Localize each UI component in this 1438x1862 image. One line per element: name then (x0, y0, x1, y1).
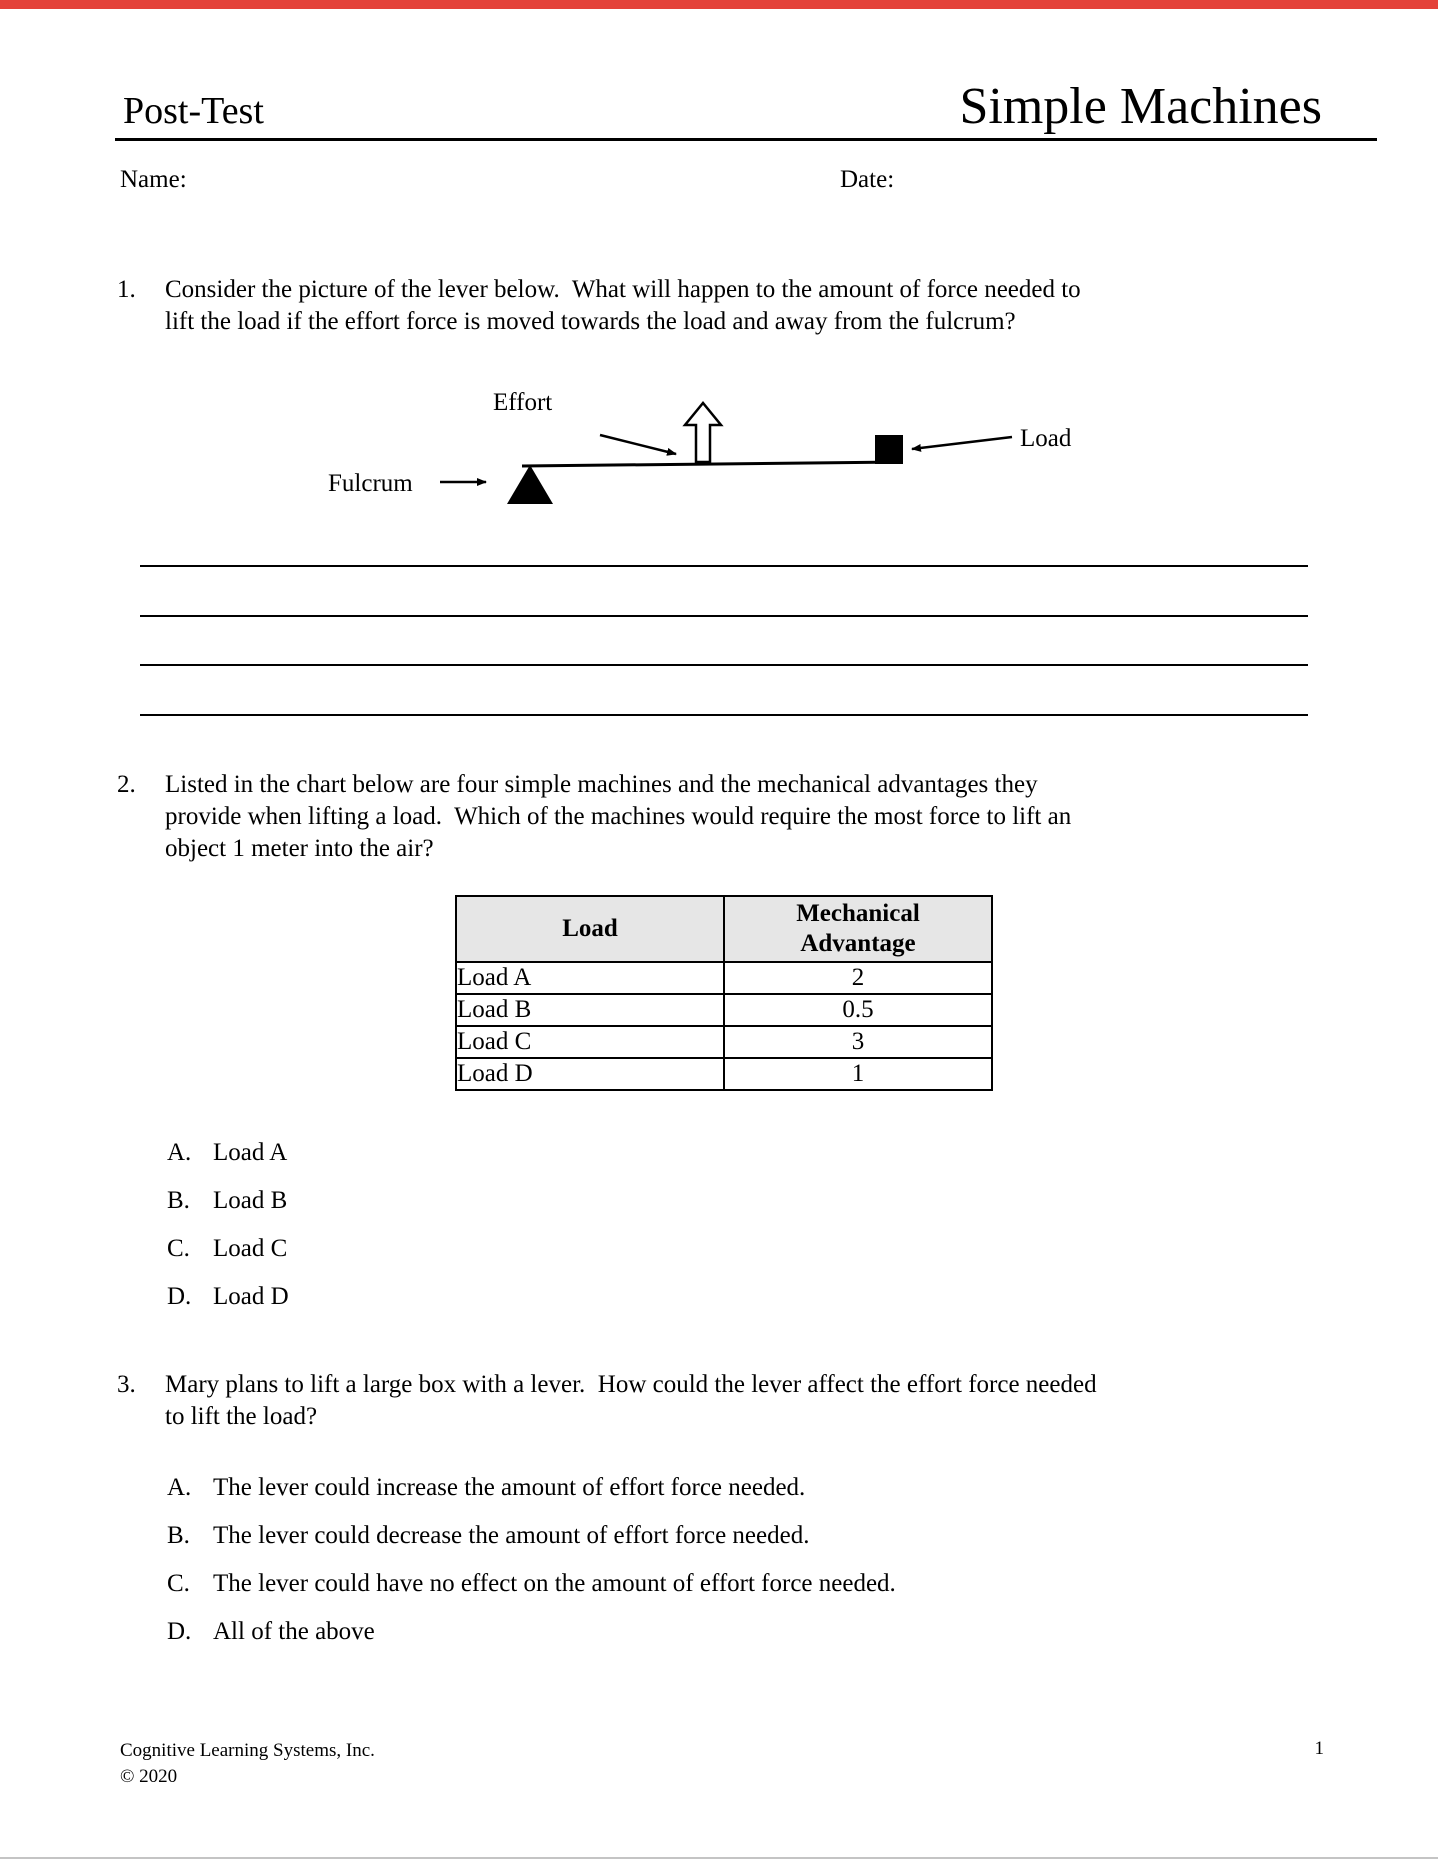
question-2 (117, 769, 1105, 865)
choice-q2-c (167, 1235, 289, 1263)
choice-letter: A. (167, 1139, 192, 1166)
bottom-page-divider (0, 1857, 1438, 1859)
question-3-number: 3. (117, 1371, 136, 1398)
fulcrum-label: Fulcrum (328, 470, 413, 497)
footer-copyright: © 2020 (120, 1766, 178, 1787)
choice-text: Load D (213, 1283, 289, 1310)
question-2-number: 2. (117, 771, 136, 798)
answer-line[interactable] (140, 714, 1308, 716)
choice-letter: C. (167, 1570, 190, 1597)
choice-q3-b (167, 1522, 896, 1550)
choice-letter: B. (167, 1187, 190, 1214)
effort-pointer-arrow-icon (600, 435, 676, 454)
effort-up-arrow-icon (685, 403, 721, 462)
document-title: Simple Machines (959, 78, 1322, 135)
page-number: 1 (1314, 1738, 1324, 1759)
choice-text: Load C (213, 1235, 288, 1262)
choice-letter: A. (167, 1474, 192, 1501)
choice-text: All of the above (213, 1618, 375, 1645)
load-label: Load (1020, 425, 1072, 452)
table-cell-load-c-value: 3 (724, 1026, 992, 1058)
date-blank[interactable] (894, 166, 1114, 194)
choice-q2-b (167, 1187, 289, 1215)
choice-letter: C. (167, 1235, 190, 1262)
name-blank[interactable] (187, 166, 407, 194)
question-3-text: Mary plans to lift a large box with a lever. How could the lever affect the effort force needed to lift the load? (165, 1371, 1103, 1430)
choice-letter: D. (167, 1283, 192, 1310)
load-pointer-arrow-icon (912, 437, 1012, 449)
date-label: Date: (840, 166, 1114, 194)
document-header (115, 76, 1377, 141)
mechanical-advantage-table (455, 895, 993, 1091)
footer-organization: Cognitive Learning Systems, Inc. (120, 1740, 375, 1761)
lever-diagram (300, 378, 1090, 518)
choice-q2-d (167, 1283, 289, 1311)
table-cell-load-c: Load C (456, 1026, 724, 1058)
table-header-mechanical-advantage: Mechanical Advantage (724, 896, 992, 962)
table-cell-load-b: Load B (456, 994, 724, 1026)
choice-q2-a (167, 1139, 289, 1167)
table-cell-load-a-value: 2 (724, 962, 992, 994)
table-header-load: Load (456, 896, 724, 962)
table-row (456, 994, 992, 1026)
answer-line[interactable] (140, 615, 1308, 617)
table-cell-load-a: Load A (456, 962, 724, 994)
choice-text: The lever could have no effect on the amount of effort force needed. (213, 1570, 896, 1597)
table-cell-load-d: Load D (456, 1058, 724, 1090)
table-row (456, 1058, 992, 1090)
choice-letter: B. (167, 1522, 190, 1549)
answer-line[interactable] (140, 565, 1308, 567)
table-header-row (456, 896, 992, 962)
choice-text: The lever could decrease the amount of effort force needed. (213, 1522, 810, 1549)
footer (120, 1738, 375, 1790)
table-cell-load-d-value: 1 (724, 1058, 992, 1090)
top-red-bar (0, 0, 1438, 9)
question-2-text: Listed in the chart below are four simple machines and the mechanical advantages they provide when lifting a load. Which of the machines would require the most force to lift an object 1 meter into the air? (165, 771, 1078, 862)
choice-q3-d (167, 1618, 896, 1646)
effort-label: Effort (493, 389, 553, 416)
table-row (456, 962, 992, 994)
choice-text: Load A (213, 1139, 288, 1166)
question-1 (117, 274, 1105, 338)
choice-q3-a (167, 1474, 896, 1502)
answer-line[interactable] (140, 664, 1308, 666)
choice-text: Load B (213, 1187, 288, 1214)
choice-q3-c (167, 1570, 896, 1598)
choice-letter: D. (167, 1618, 192, 1645)
document-subtitle: Post-Test (123, 90, 264, 132)
name-label: Name: (120, 166, 407, 194)
table-cell-load-b-value: 0.5 (724, 994, 992, 1026)
fulcrum-triangle (507, 465, 553, 504)
question-1-number: 1. (117, 276, 136, 303)
lever-beam (522, 462, 903, 466)
table-row (456, 1026, 992, 1058)
question-3 (117, 1369, 1105, 1433)
question-3-choices (167, 1474, 896, 1666)
question-2-choices (167, 1139, 289, 1331)
load-square (875, 435, 903, 464)
question-1-text: Consider the picture of the lever below. What will happen to the amount of force needed to lift the load if the effort force is moved towards the load and away from the fulcrum? (165, 276, 1087, 335)
choice-text: The lever could increase the amount of effort force needed. (213, 1474, 806, 1501)
